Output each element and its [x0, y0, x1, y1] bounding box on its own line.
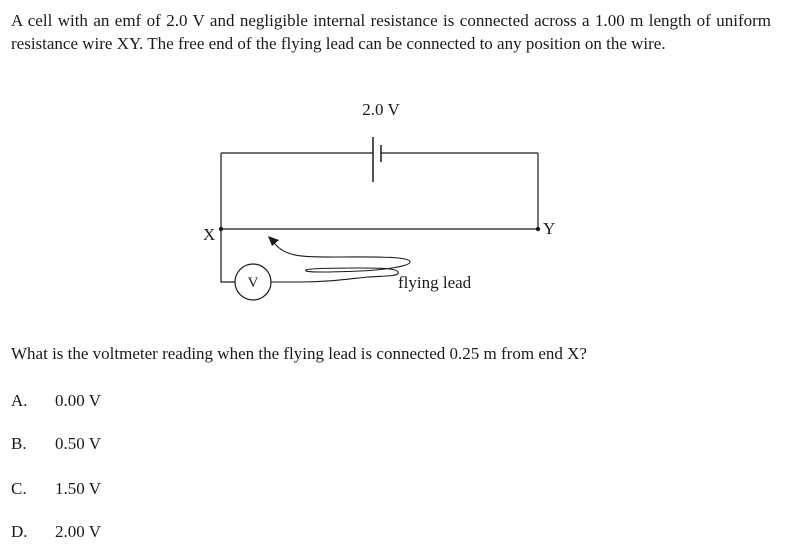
- option-d[interactable]: [11, 521, 101, 543]
- question-intro: A cell with an emf of 2.0 V and negligible internal resistance is connected across a 1.00 m length of uniform resistance wire XY. The free end of the flying lead can be connected to any position on the wire.: [11, 11, 771, 53]
- option-text: 0.00 V: [55, 391, 101, 410]
- end-y-label: Y: [543, 219, 556, 238]
- option-letter: C.: [11, 479, 27, 498]
- question-prompt: What is the voltmeter reading when the flying lead is connected 0.25 m from end X?: [11, 344, 587, 363]
- option-text: 2.00 V: [55, 522, 101, 541]
- option-text: 1.50 V: [55, 479, 101, 498]
- flying-lead-label: flying lead: [398, 273, 472, 292]
- cell-label: 2.0 V: [362, 100, 400, 119]
- end-y-dot: [536, 227, 540, 231]
- flying-lead: [271, 240, 410, 282]
- flying-lead-arrowhead: [268, 236, 279, 246]
- option-text: 0.50 V: [55, 434, 101, 453]
- option-letter: D.: [11, 522, 28, 541]
- option-b[interactable]: [11, 433, 101, 455]
- option-letter: A.: [11, 391, 28, 410]
- end-x-label: X: [203, 225, 216, 244]
- voltmeter-lead-wire: [221, 229, 235, 282]
- option-letter: B.: [11, 434, 27, 453]
- option-a[interactable]: [11, 390, 101, 412]
- option-c[interactable]: [11, 478, 101, 500]
- voltmeter-label: V: [247, 275, 259, 291]
